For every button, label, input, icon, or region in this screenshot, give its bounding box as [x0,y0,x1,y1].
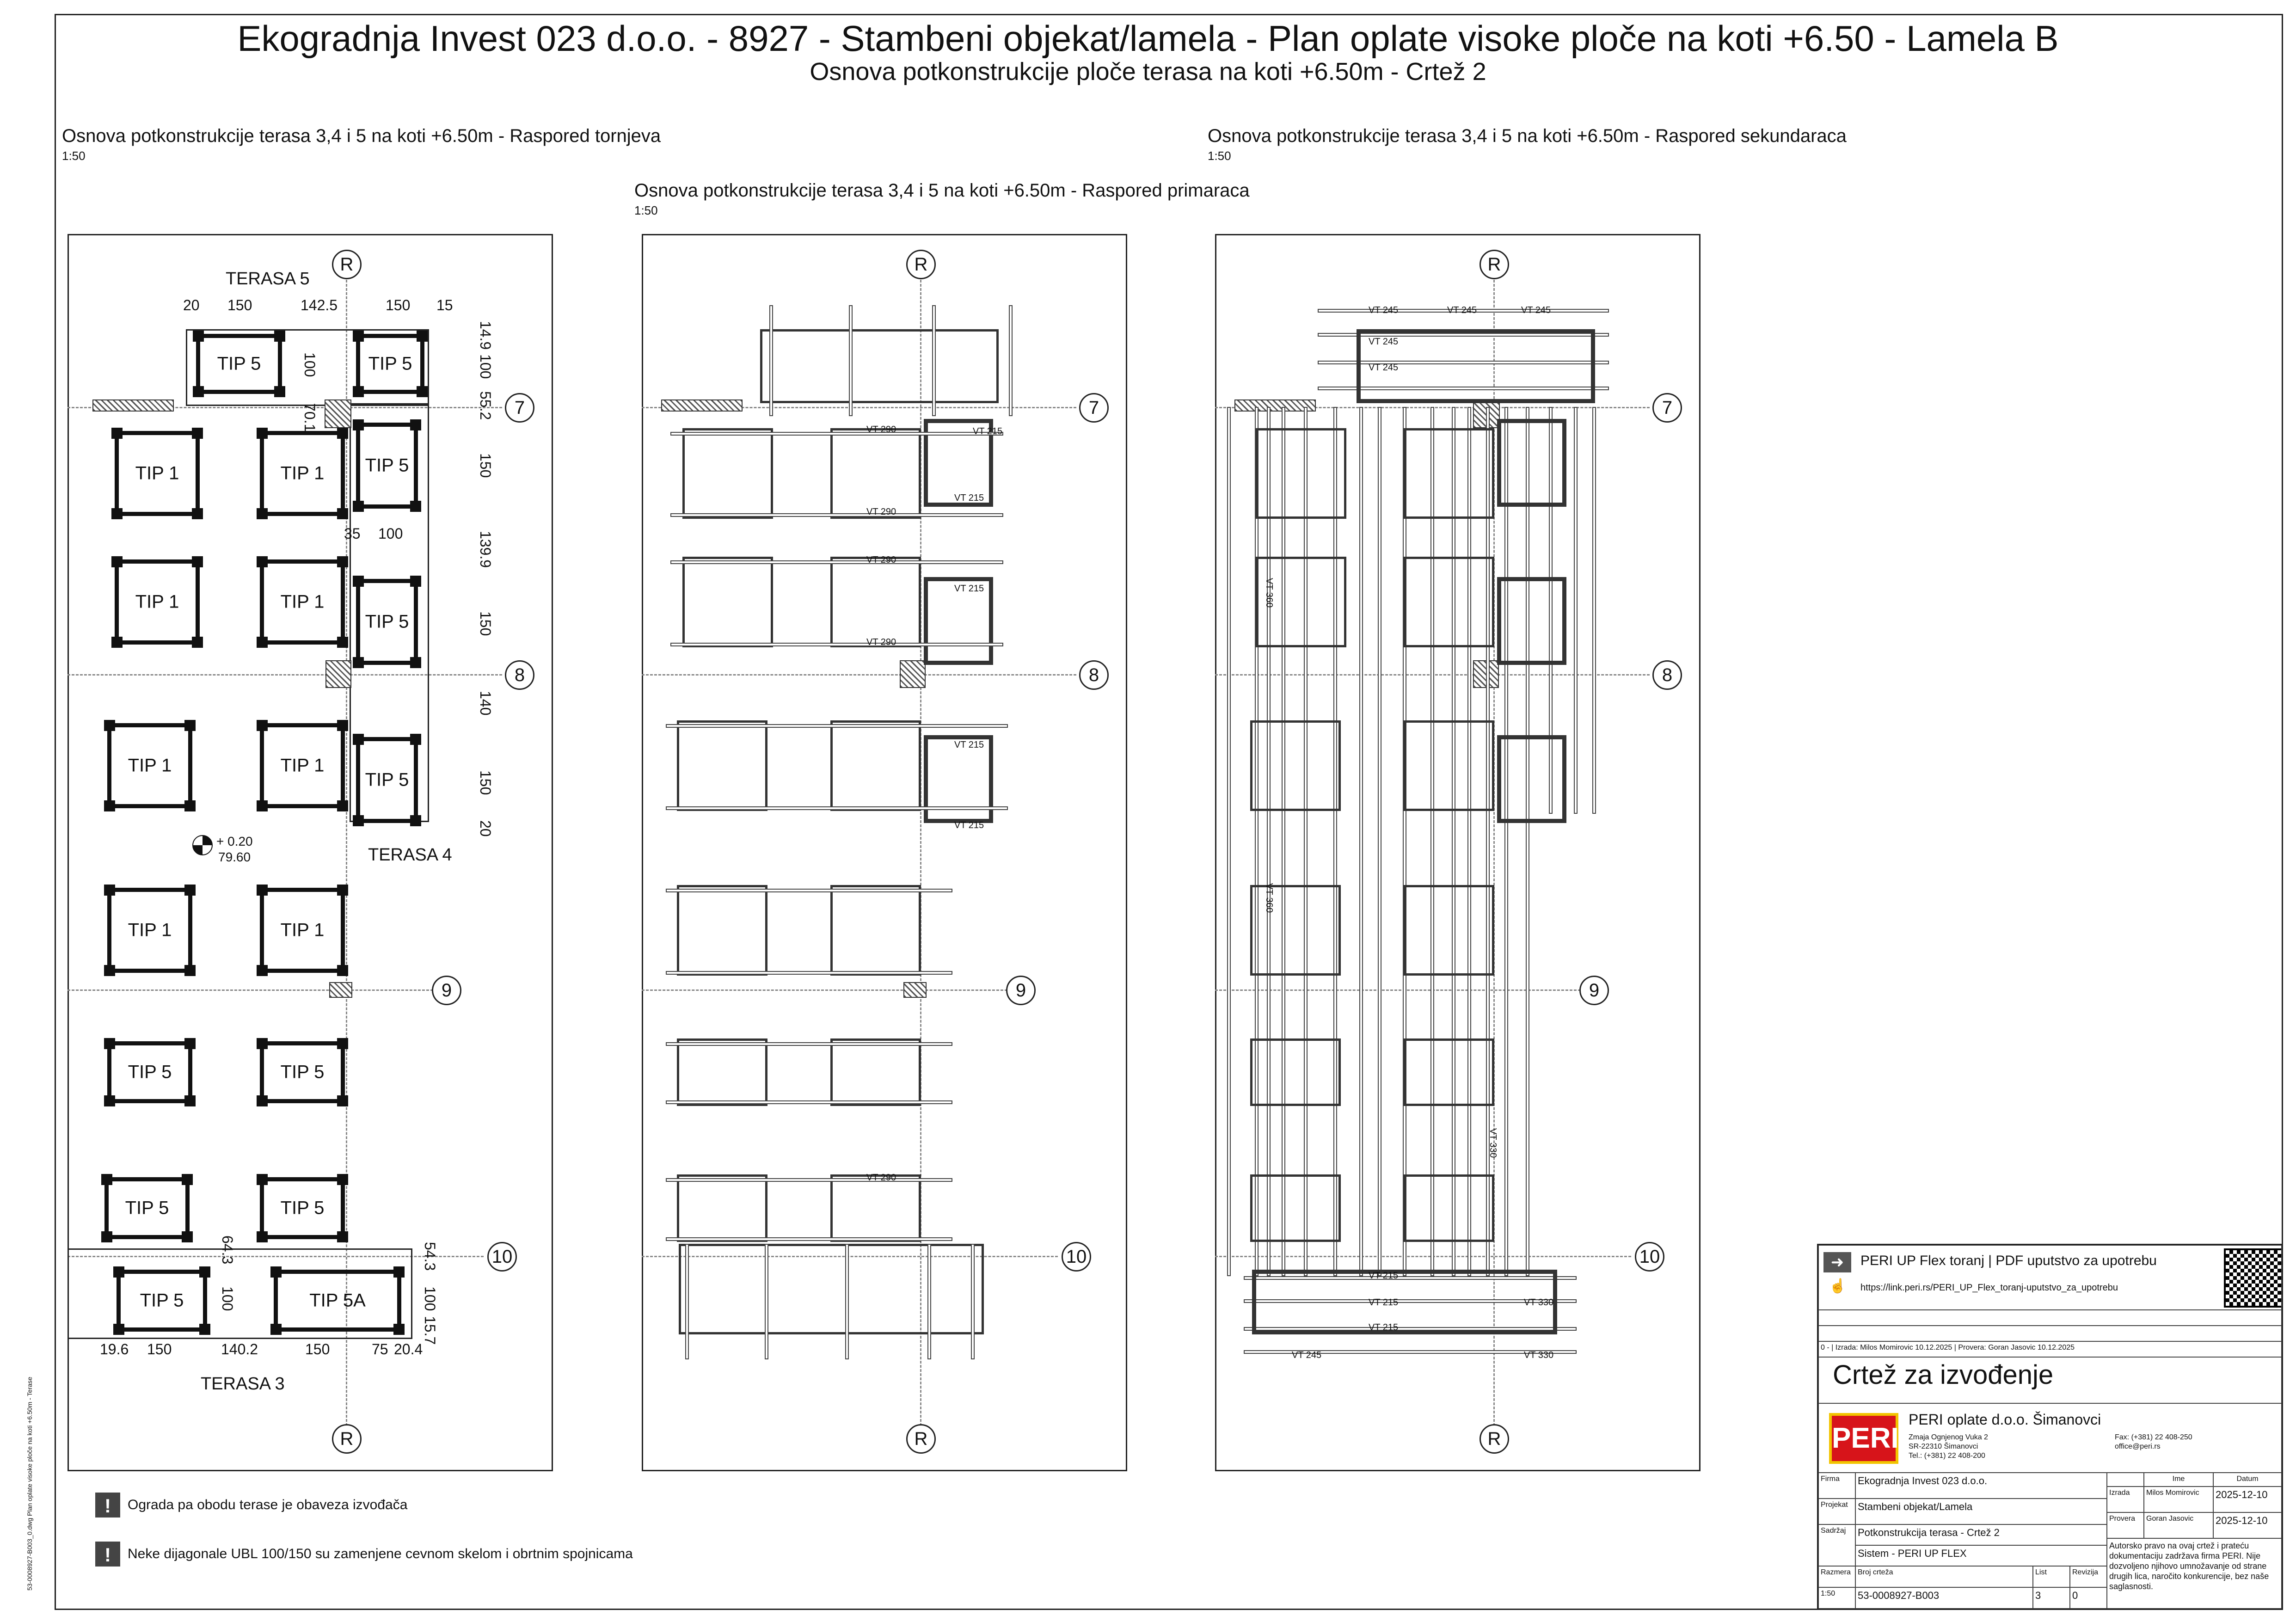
column-hatch [92,399,174,412]
revision-line: 0 - | Izrada: Milos Momirovic 10.12.2025 | Provera: Goran Jasovic 10.12.2025 [1818,1341,2282,1357]
dim-label: 150 [477,770,494,795]
company-fax: Fax: (+381) 22 408-250 [2115,1433,2192,1441]
warning-icon: ! [95,1493,120,1518]
primary-beam [670,432,1003,436]
dim-label: 35 [344,525,361,542]
tower-tip5: TIP 5 [196,334,282,394]
secondary-beam [1504,407,1508,1276]
beam-label: VT 215 [954,820,984,830]
pdf-title: PERI UP Flex toranj | PDF uputstvo za upotrebu [1860,1253,2157,1268]
view-title-primary: Osnova potkonstrukcije terasa 3,4 i 5 na koti +6.50m - Raspored primaraca [634,180,1250,201]
company-email: office@peri.rs [2115,1443,2161,1450]
value-projekat: Stambeni objekat/Lamela [1855,1499,2107,1524]
tower-tip1: TIP 1 [260,888,345,973]
axis-R-bottom: R [1480,1424,1509,1454]
dim-label: 100 [219,1286,236,1311]
primary-beam [666,806,1008,810]
grid-line-9 [68,989,437,991]
axis-8: 8 [1652,660,1682,690]
dim-label: 70.1 [301,403,318,432]
tower-tip5: TIP 5 [107,1041,192,1103]
dim-label: 150 [227,297,252,313]
beam-label: VT 330 [1524,1297,1554,1308]
primary-beam [765,1244,768,1359]
secondary-beam [1526,407,1529,1276]
copyright-note: Autorsko pravo na ovaj crtež i prateću dokumentaciju zadržava firma PERI. Nije dozvoljeno njihovo umnožavanje od strane drugih lica, naročito konkurencije, bez naše saglasnosti. [2107,1538,2282,1609]
label-projekat: Projekat [1818,1499,1855,1524]
hand-pointer-icon: ☝ [1829,1278,1847,1294]
arrow-icon: ➜ [1823,1252,1851,1272]
tower-tip1: TIP 1 [260,431,345,516]
value-razmera: 1:50 [1818,1587,1855,1609]
note-text: Neke dijagonale UBL 100/150 su zamenjene cevnom skelom i obrtnim spojnicama [128,1546,633,1561]
primary-frame [830,885,921,976]
grid-line-8 [642,674,1076,676]
beam-label: VT 215 [954,493,984,503]
primary-frame [682,557,773,647]
column-hatch [329,982,352,998]
beam-label: VT 245 [1369,305,1399,315]
beam-label: VT 215 [1369,1271,1399,1281]
label-firma: Firma [1818,1473,1855,1499]
terrace-label: TERASA 5 [226,269,310,289]
view-title-secondary: Osnova potkonstrukcije terasa 3,4 i 5 na koti +6.50m - Raspored sekundaraca [1208,126,1847,146]
tower-tip1: TIP 1 [107,723,192,808]
tower-tip5: TIP 5 [356,579,418,665]
view-title-towers: Osnova potkonstrukcije terasa 3,4 i 5 na koti +6.50m - Raspored tornjeva [62,126,661,146]
secondary-beam [1430,407,1434,1276]
beam-label: VT 290 [866,637,896,647]
dim-label: 55.2 [477,391,494,420]
secondary-frame [1404,720,1494,811]
axis-7: 7 [1079,393,1109,423]
secondary-frame [1497,735,1566,823]
dim-label: 150 [147,1341,172,1358]
axis-7: 7 [505,393,534,423]
blank-row [1818,1310,2282,1326]
tower-tip5: TIP 5 [260,1041,345,1103]
secondary-beam [1592,407,1596,814]
axis-10: 10 [487,1242,517,1272]
beam-label: VT 215 [954,740,984,750]
beam-label: VT 215 [1369,1297,1399,1308]
primary-frame [830,428,921,519]
secondary-beam [1452,407,1455,1276]
tower-tip5: TIP 5 [356,334,424,394]
axis-8: 8 [1079,660,1109,690]
beam-label: VT 245 [1369,362,1399,373]
primary-beam [666,724,1008,728]
dim-label: 19.6 [100,1341,129,1358]
dim-label: 150 [305,1341,330,1358]
dim-label: 64.3 [219,1235,236,1265]
beam-label: VT 360 [1264,578,1274,608]
label-broj: Broj crteža [1855,1566,2033,1587]
secondary-frame [1497,577,1566,665]
label-revizija: Revizija [2070,1566,2107,1587]
grid-line-9 [1215,989,1585,991]
primary-beam [971,1244,975,1359]
company-address: SR-22310 Šimanovci [1909,1443,1978,1450]
view-scale-primary: 1:50 [634,203,658,217]
axis-9: 9 [1579,976,1609,1005]
primary-frame [830,1174,921,1242]
primary-beam [666,1042,952,1046]
company-address: Zmaja Ognjenog Vuka 2 [1909,1433,1988,1441]
label-izrada: Izrada [2107,1487,2144,1512]
secondary-frame [1250,720,1341,811]
value-list: 3 [2033,1587,2070,1609]
beam-label: VT 245 [1369,337,1399,347]
blank-row [1818,1326,2282,1341]
secondary-frame [1404,557,1494,647]
secondary-frame [1404,428,1494,519]
primary-beam [666,889,952,892]
label-razmera: Razmera [1818,1566,1855,1587]
primary-frame [677,1038,767,1106]
izrada-name: Milos Momirovic [2144,1487,2213,1512]
axis-R-top: R [1480,250,1509,279]
primary-beam [927,1244,931,1359]
beam-label: VT 360 [1264,883,1274,913]
primary-beam [666,971,952,975]
view-scale-secondary: 1:50 [1208,149,1231,163]
primary-frame [682,428,773,519]
provera-date: 2025-12-10 [2213,1512,2282,1538]
terrace-label: TERASA 3 [201,1374,285,1394]
provera-name: Goran Jasovic [2144,1512,2213,1538]
beam-label: VT 330 [1524,1350,1554,1360]
axis-9: 9 [1006,976,1036,1005]
column-hatch [661,399,743,412]
beam-label: VT 215 [954,584,984,594]
blank-cell [2107,1473,2144,1487]
dim-label: 142.5 [301,297,338,313]
axis-R-top: R [332,250,362,279]
tower-tip5: TIP 5 [260,1177,345,1239]
primary-beam [932,305,936,416]
secondary-frame [1404,885,1494,976]
dim-label: 139.9 [477,531,494,568]
label-list: List [2033,1566,2070,1587]
primary-beam [666,1237,952,1241]
note-text: Ograda pa obodu terase je obaveza izvođača [128,1497,408,1512]
primary-frame [830,557,921,647]
primary-beam [670,643,1003,646]
tower-tip1: TIP 1 [115,431,200,516]
primary-frame [679,1244,984,1334]
label-sadrzaj: Sadržaj [1818,1524,1855,1566]
label-provera: Provera [2107,1512,2144,1538]
primary-frame [830,1038,921,1106]
secondary-beam [1378,407,1381,1276]
tower-tip5a: TIP 5A [274,1270,401,1332]
grid-line-9 [642,989,1012,991]
primary-beam [670,513,1003,517]
terrace-label: TERASA 4 [368,845,452,865]
secondary-beam [1267,407,1271,1276]
pdf-link-section [1818,1245,2282,1310]
view-scale-towers: 1:50 [62,149,86,163]
secondary-frame [1404,1174,1494,1242]
company-section [1818,1403,2282,1473]
beam-label: VT 290 [866,424,896,435]
column-hatch [325,399,351,428]
beam-label: VT 215 [973,426,1003,436]
primary-beam [666,1100,952,1104]
dim-label: 54.3 [422,1242,438,1271]
beam-label: VT 330 [1488,1128,1498,1158]
beam-label: VT 290 [866,1173,896,1183]
dim-label: 15.7 [422,1316,438,1345]
primary-frame [677,720,767,811]
dim-label: 150 [477,453,494,478]
secondary-beam [1255,407,1259,1276]
beam-label: VT 245 [1521,305,1551,315]
tower-tip1: TIP 1 [260,559,345,645]
column-hatch [903,982,927,998]
beam-label: VT 245 [1447,305,1477,315]
tower-tip5: TIP 5 [356,737,418,823]
dim-label: 150 [386,297,411,313]
dim-label: 140.2 [221,1341,258,1358]
peri-logo: PERI [1829,1413,1898,1464]
axis-8: 8 [505,660,534,690]
dim-label: 20.4 [394,1341,423,1358]
axis-10: 10 [1635,1242,1664,1272]
dim-label: 14.9 [477,321,494,350]
primary-beam [685,1244,689,1359]
primary-beam [769,305,773,416]
axis-7: 7 [1652,393,1682,423]
primary-frame [760,329,999,403]
secondary-beam [1467,407,1471,1276]
title-block [1817,1244,2283,1610]
primary-beam [845,1244,849,1359]
label-datum: Datum [2213,1473,2282,1487]
secondary-frame [1256,428,1346,519]
grid-line-10 [1215,1256,1631,1257]
level-value: + 0.20 [216,834,253,848]
company-phone: Tel.: (+381) 22 408-200 [1909,1452,1985,1460]
dim-label: 75 [372,1341,388,1358]
tower-tip5: TIP 5 [104,1177,190,1239]
secondary-frame [1497,419,1566,507]
qr-code-icon[interactable] [2224,1248,2282,1308]
primary-beam [849,305,853,416]
level-value: 79.60 [218,850,251,864]
value-revizija: 0 [2070,1587,2107,1609]
dim-label: 140 [477,691,494,716]
beam-label: VT 245 [1292,1350,1322,1360]
column-hatch [325,660,351,688]
dim-label: 20 [477,820,494,837]
beam-label: VT 215 [1369,1322,1399,1333]
level-marker-icon [192,835,213,855]
label-ime: Ime [2144,1473,2213,1487]
grid-line-8 [68,674,502,676]
primary-frame [677,885,767,976]
company-name: PERI oplate d.o.o. Šimanovci [1909,1411,2101,1428]
dim-label: 100 [378,525,403,542]
axis-R-top: R [906,250,936,279]
tower-tip5: TIP 5 [356,423,418,509]
beam-label: VT 290 [866,555,896,565]
drawing-status: Crtež za izvođenje [1818,1357,2282,1403]
drawing-subtitle: Osnova potkonstrukcije ploče terasa na koti +6.50m - Crtež 2 [810,58,1486,86]
primary-frame [677,1174,767,1242]
warning-icon: ! [95,1542,120,1567]
secondary-beam [1304,407,1308,1276]
primary-beam [1009,305,1013,416]
pdf-link[interactable]: https://link.peri.rs/PERI_UP_Flex_toranj-uputstvo_za_upotrebu [1860,1283,2118,1293]
column-hatch [900,660,926,688]
dim-label: 150 [477,611,494,636]
secondary-beam [1574,407,1578,814]
dim-label: 100 [477,354,494,379]
value-sadrzaj: Potkonstrukcija terasa - Crtež 2 [1855,1524,2107,1545]
axis-9: 9 [432,976,461,1005]
dim-label: 15 [436,297,453,313]
tower-tip5: TIP 5 [117,1270,207,1332]
value-broj: 53-0008927-B003 [1855,1587,2033,1609]
secondary-frame [1250,1174,1341,1242]
secondary-frame [1252,1270,1557,1334]
primary-frame [830,720,921,811]
dim-label: 100 [301,352,318,377]
axis-10: 10 [1062,1242,1091,1272]
side-file-text: 53-0008927-B003_0.dwg Plan oplate visoke ploče na koti +6.50m - Terase [26,1376,33,1591]
secondary-beam [1282,407,1285,1276]
tower-tip1: TIP 1 [115,559,200,645]
secondary-frame [1250,1038,1341,1106]
secondary-beam [1359,407,1363,1276]
drawing-title: Ekogradnja Invest 023 d.o.o. - 8927 - Stambeni objekat/lamela - Plan oplate visoke ploče na koti +6.50 - Lamela B [237,18,2059,59]
izrada-date: 2025-12-10 [2213,1487,2282,1512]
dim-label: 20 [183,297,200,313]
secondary-beam [1403,407,1406,1276]
secondary-frame [1404,1038,1494,1106]
dim-label: 100 [422,1286,438,1311]
beam-label: VT 290 [866,507,896,517]
tower-tip1: TIP 1 [260,723,345,808]
secondary-beam [1227,407,1231,1276]
axis-R-bottom: R [332,1424,362,1454]
primary-beam [670,560,1003,564]
value-firma: Ekogradnja Invest 023 d.o.o. [1855,1473,2107,1499]
axis-R-bottom: R [906,1424,936,1454]
value-sistem: Sistem - PERI UP FLEX [1855,1545,2107,1566]
tower-tip1: TIP 1 [107,888,192,973]
primary-beam [666,1178,952,1182]
secondary-beam [1333,407,1337,1276]
